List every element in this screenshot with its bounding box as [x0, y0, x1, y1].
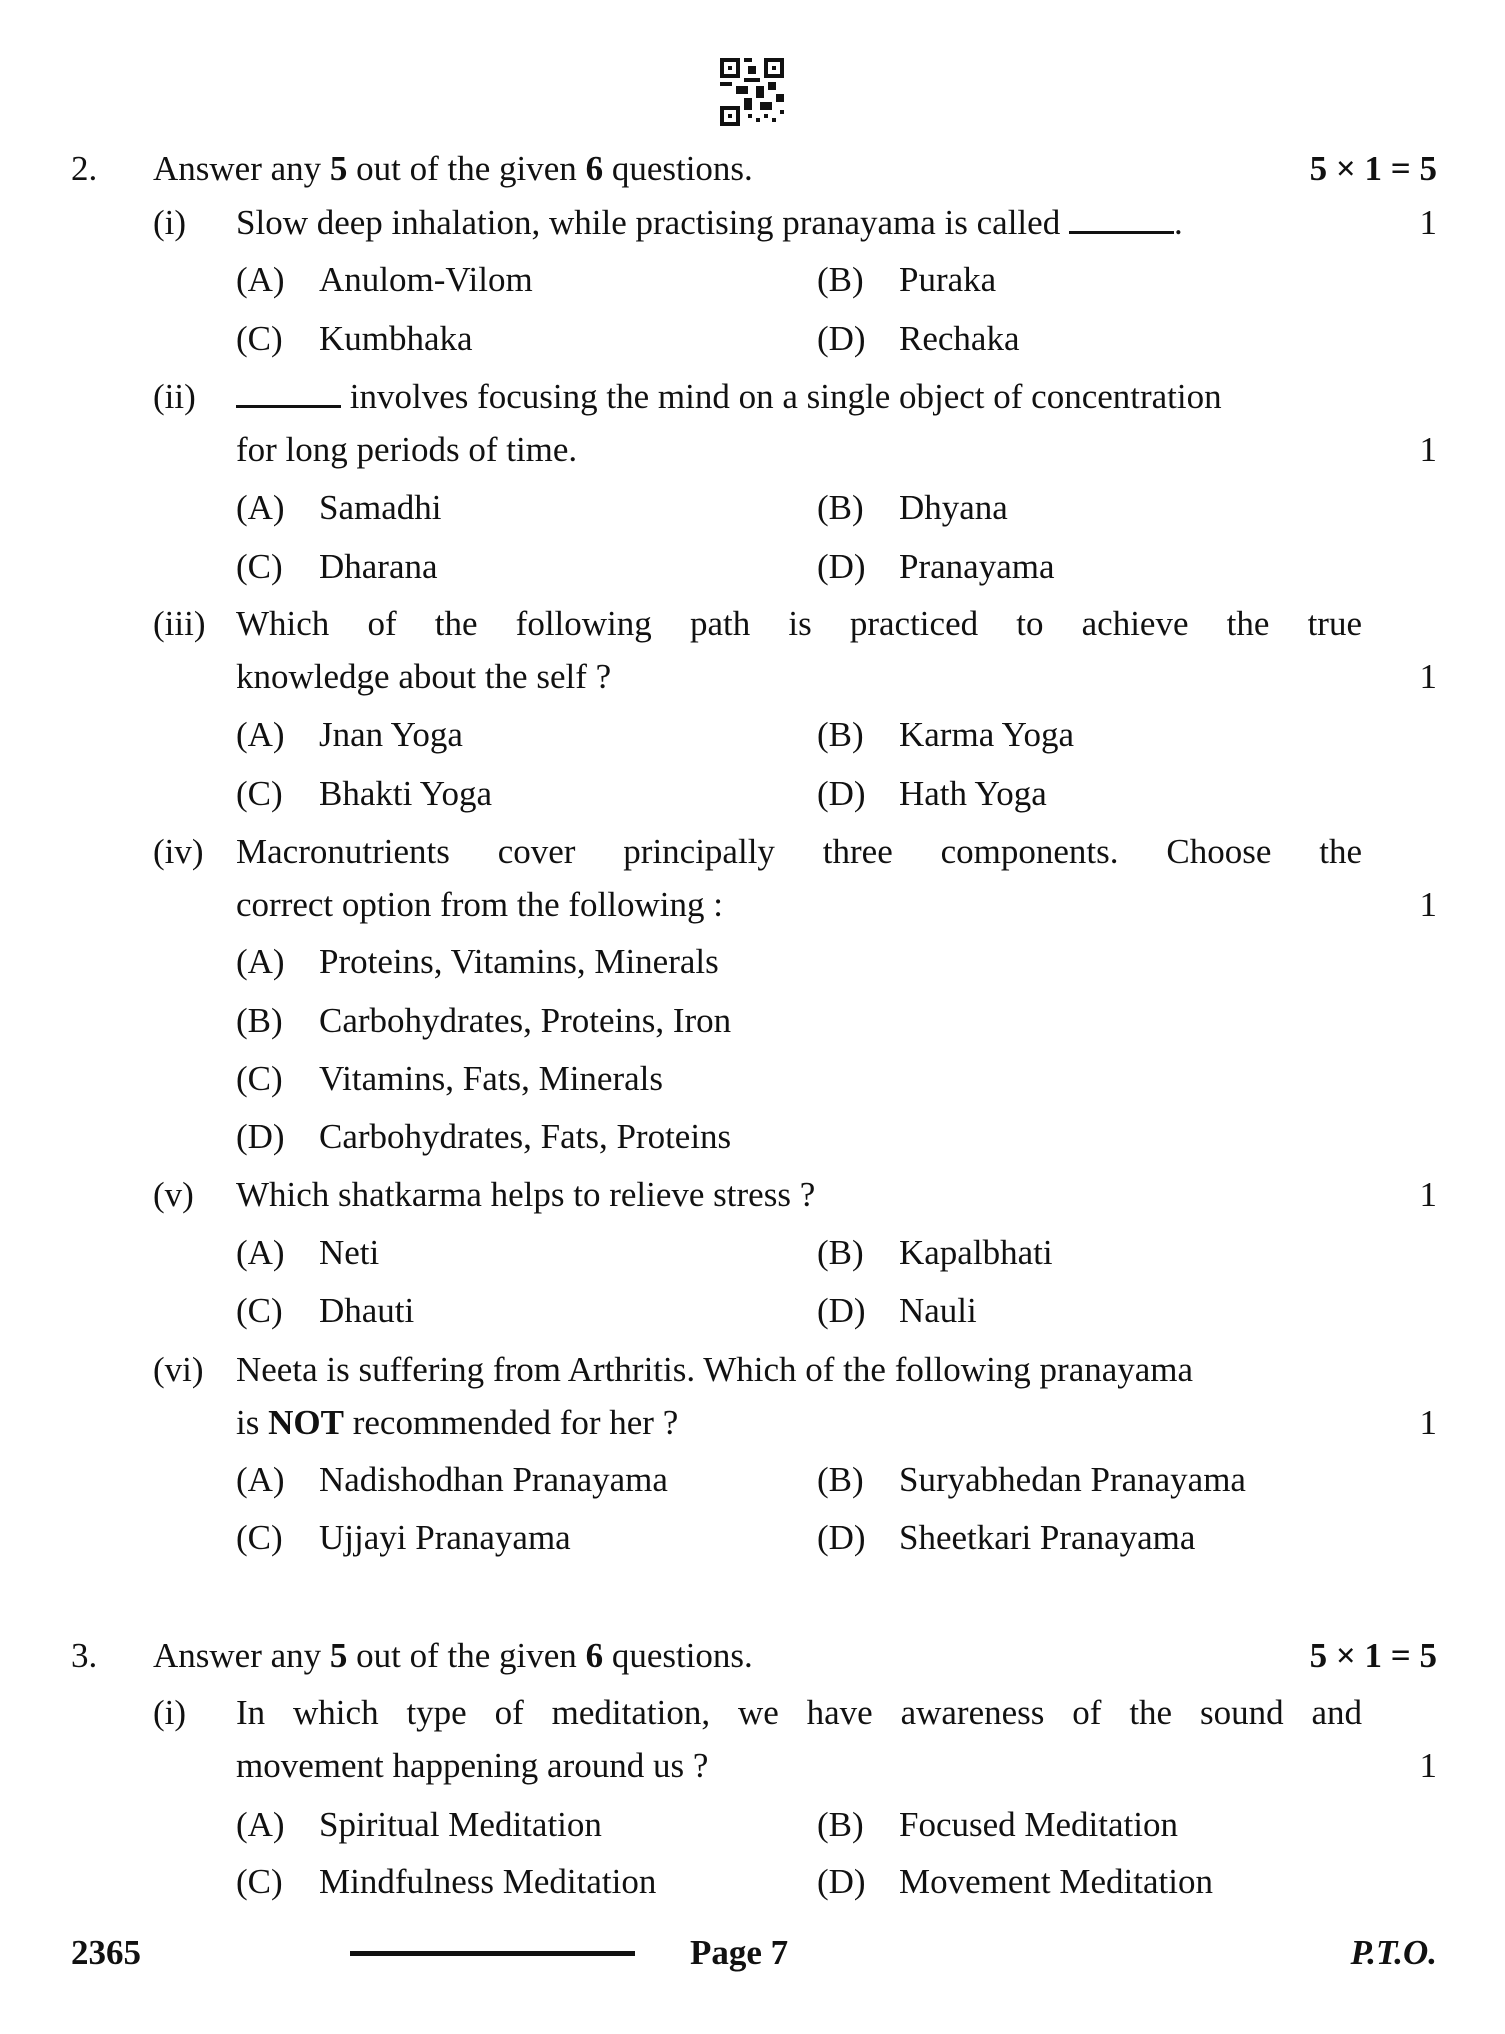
option-label: (D) [236, 1117, 285, 1156]
option-text: Focused Meditation [899, 1805, 1178, 1844]
item-text: for long periods of time. [236, 430, 578, 469]
answer-blank [1069, 205, 1174, 234]
item-text: In which type of meditation, we have awareness of the sound and [236, 1693, 1362, 1732]
option-label: (C) [236, 774, 283, 813]
option-text: Bhakti Yoga [319, 774, 493, 813]
option-text: Rechaka [899, 319, 1020, 358]
answer-blank [236, 379, 341, 408]
option-label: (B) [236, 1001, 283, 1040]
item-text: Slow deep inhalation, while practising pranayama is called . [236, 203, 1183, 242]
option-label: (A) [236, 1805, 285, 1844]
option-text: Carbohydrates, Fats, Proteins [319, 1117, 732, 1156]
option-text: Ujjayi Pranayama [319, 1518, 571, 1557]
option-text: Anulom-Vilom [319, 260, 533, 299]
question-instruction: Answer any 5 out of the given 6 questions. [153, 1636, 753, 1675]
option-text: Carbohydrates, Proteins, Iron [319, 1001, 732, 1040]
item-text: involves focusing the mind on a single object of concentration [236, 377, 1222, 417]
option-text: Dhyana [899, 488, 1008, 527]
option-label: (C) [236, 1518, 283, 1557]
item-number: (ii) [153, 377, 196, 416]
option-text: Puraka [899, 260, 997, 299]
item-text: Neeta is suffering from Arthritis. Which of the following pranayama [236, 1350, 1194, 1389]
page-number: Page 7 [690, 1933, 789, 1972]
item-text: movement happening around us ? [236, 1746, 709, 1785]
option-text: Kumbhaka [319, 319, 473, 358]
option-text: Vitamins, Fats, Minerals [319, 1059, 663, 1098]
item-text: is NOT recommended for her ? [236, 1403, 679, 1442]
option-label: (A) [236, 260, 285, 299]
paper-code: 2365 [71, 1933, 141, 1972]
option-label: (B) [817, 1805, 864, 1844]
option-label: (D) [817, 1518, 866, 1557]
option-text: Dhauti [319, 1291, 415, 1330]
option-label: (B) [817, 1460, 864, 1499]
item-mark: 1 [1419, 1175, 1437, 1214]
option-text: Hath Yoga [899, 774, 1047, 813]
option-label: (D) [817, 1291, 866, 1330]
question-number: 3. [71, 1636, 98, 1675]
option-label: (D) [817, 1862, 866, 1901]
option-label: (C) [236, 1862, 283, 1901]
option-text: Movement Meditation [899, 1862, 1213, 1901]
item-text: Macronutrients cover principally three components. Choose the [236, 832, 1362, 871]
option-label: (A) [236, 1460, 285, 1499]
item-text: knowledge about the self ? [236, 657, 612, 696]
item-mark: 1 [1419, 657, 1437, 696]
option-text: Dharana [319, 547, 438, 586]
option-label: (A) [236, 715, 285, 754]
question-number: 2. [71, 149, 98, 188]
option-text: Proteins, Vitamins, Minerals [319, 942, 719, 981]
option-text: Karma Yoga [899, 715, 1074, 754]
option-label: (A) [236, 942, 285, 981]
item-text: Which shatkarma helps to relieve stress ? [236, 1175, 816, 1214]
option-label: (C) [236, 1291, 283, 1330]
item-mark: 1 [1419, 203, 1437, 242]
option-text: Suryabhedan Pranayama [899, 1460, 1246, 1499]
qr-code-icon [720, 58, 784, 126]
option-label: (B) [817, 260, 864, 299]
option-text: Mindfulness Meditation [319, 1862, 657, 1901]
option-label: (B) [817, 1233, 864, 1272]
item-number: (vi) [153, 1350, 204, 1389]
item-mark: 1 [1419, 430, 1437, 469]
question-marks: 5 × 1 = 5 [1309, 1636, 1437, 1675]
option-label: (C) [236, 1059, 283, 1098]
pto-label: P.T.O. [1350, 1933, 1437, 1972]
option-label: (A) [236, 1233, 285, 1272]
option-text: Neti [319, 1233, 380, 1272]
option-label: (B) [817, 715, 864, 754]
option-label: (D) [817, 547, 866, 586]
item-number: (v) [153, 1175, 194, 1214]
option-label: (C) [236, 547, 283, 586]
item-mark: 1 [1419, 1746, 1437, 1785]
option-text: Sheetkari Pranayama [899, 1518, 1196, 1557]
option-label: (D) [817, 774, 866, 813]
item-text: correct option from the following : [236, 885, 723, 924]
item-number: (iv) [153, 832, 204, 871]
option-text: Nauli [899, 1291, 977, 1330]
question-instruction: Answer any 5 out of the given 6 questions. [153, 149, 753, 188]
option-label: (C) [236, 319, 283, 358]
item-text: Which of the following path is practiced to achieve the true [236, 604, 1362, 643]
option-text: Jnan Yoga [319, 715, 463, 754]
item-number: (i) [153, 203, 187, 242]
option-text: Spiritual Meditation [319, 1805, 602, 1844]
option-text: Pranayama [899, 547, 1055, 586]
option-text: Kapalbhati [899, 1233, 1053, 1272]
option-text: Nadishodhan Pranayama [319, 1460, 668, 1499]
footer-rule [350, 1951, 635, 1956]
option-label: (D) [817, 319, 866, 358]
item-mark: 1 [1419, 885, 1437, 924]
option-text: Samadhi [319, 488, 442, 527]
option-label: (B) [817, 488, 864, 527]
item-number: (i) [153, 1693, 187, 1732]
item-number: (iii) [153, 604, 206, 643]
question-marks: 5 × 1 = 5 [1309, 149, 1437, 188]
item-mark: 1 [1419, 1403, 1437, 1442]
option-label: (A) [236, 488, 285, 527]
